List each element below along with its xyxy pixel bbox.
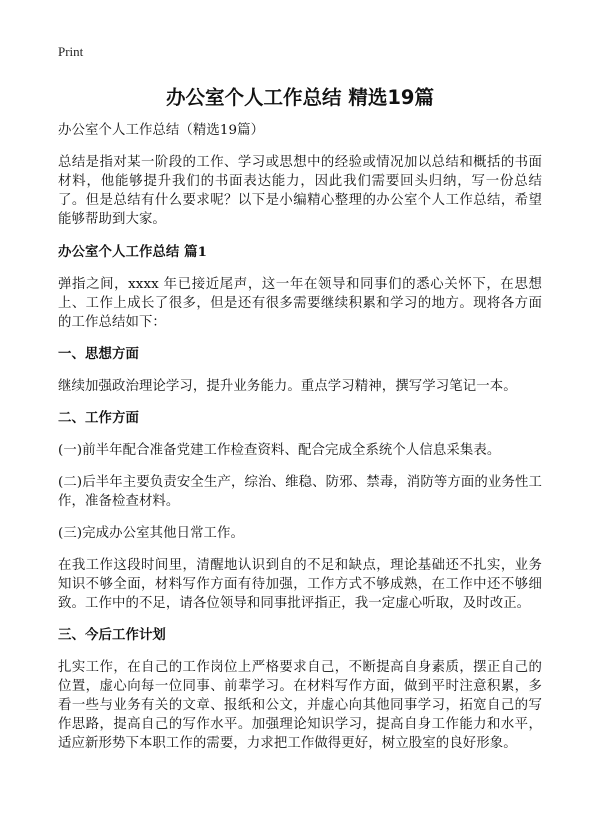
work-item-1: (一)前半年配合准备党建工作检查资料、配合完成全系统个人信息采集表。 (58, 443, 501, 458)
section-heading-thought: 一、思想方面 (58, 346, 139, 362)
section-heading-plan: 三、今后工作计划 (58, 627, 166, 643)
section-heading-work: 二、工作方面 (58, 410, 139, 426)
work-item-3: (三)完成办公室其他日常工作。 (58, 526, 245, 541)
opening-paragraph: 弹指之间，xxxx 年已接近尾声，这一年在领导和同事们的悉心关怀下，在思想上、工作上成长了很多，但是还有很多需要继续积累和学习的地方。现将各方面的工作总结如下： (58, 277, 542, 330)
print-label: Print (58, 44, 84, 59)
section-plan-text: 扎实工作，在自己的工作岗位上严格要求自己，不断提高自身素质，摆正自己的位置，虚心向每一位同事、前辈学习。在材料写作方面，做到平时注意积累，多看一些与业务有关的文章、报纸和公文，并虚心向其他同事学习，拓宽自己的写作思路，提高自己的写作水平。加强理论知识学习，提高自身工作能力和水平，适应新形势下本职工作的需要，力求把工作做得更好，树立股室的良好形象。 (58, 660, 542, 751)
work-item-2: (二)后半年主要负责安全生产，综治、维稳、防邪、禁毒，消防等方面的业务性工作，准备检查材料。 (58, 475, 542, 509)
intro-paragraph: 总结是指对某一阶段的工作、学习或思想中的经验或情况加以总结和概括的书面材料，他能够提升我们的书面表达能力，因此我们需要回头归纳，写一份总结了。但是总结有什么要求呢？以下是小编精心整理的办公室个人工作总结，希望能够帮助到大家。 (58, 155, 542, 227)
document-title: 办公室个人工作总结 精选19篇 (166, 86, 434, 109)
document-body (58, 121, 542, 766)
work-reflection-paragraph: 在我工作这段时间里，清醒地认识到自的不足和缺点，理论基础还不扎实，业务知识不够全面，材料写作方面有待加强，工作方式不够成熟，在工作中还不够细致。工作中的不足，请各位领导和同事批评指正，我一定虚心听取，及时改正。 (58, 558, 542, 611)
document-subtitle: 办公室个人工作总结（精选19篇） (58, 123, 265, 138)
section-thought-text: 继续加强政治理论学习，提升业务能力。重点学习精神，撰写学习笔记一本。 (58, 379, 517, 394)
article-heading: 办公室个人工作总结 篇1 (58, 244, 208, 260)
